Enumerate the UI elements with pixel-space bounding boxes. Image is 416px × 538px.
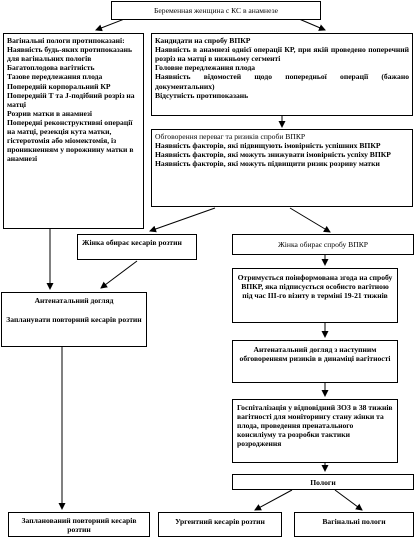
contraindications-title: Вагінальні пологи протипоказані: xyxy=(7,36,125,45)
arrow-labor-to-vaginal xyxy=(335,490,362,510)
urgent-cs-text: Ургентний кесарів розтин xyxy=(175,517,265,526)
arrow-labor-to-urgent xyxy=(255,490,292,510)
arrow-discuss-to-choose-cs xyxy=(150,208,215,231)
top-box xyxy=(111,1,321,20)
candidates-title: Кандидати на спробу ВПКР xyxy=(155,36,251,45)
labor-text: Пологи xyxy=(310,478,336,487)
contraindications-box xyxy=(3,33,144,229)
candidates-item: Головне передлежання плода xyxy=(155,63,256,73)
choose-vbac-text: Жінка обирає спробу ВПКР xyxy=(277,240,368,249)
antenatal-left-text: Запланувати повторний кесарів розтин xyxy=(6,315,142,325)
antenatal-right-text: Антенатальний догляд з наступним обговоренням ризиків в динаміці вагітності xyxy=(239,345,391,364)
discussion-item: Наявність факторів, які можуть підвищити ризик розриву матки xyxy=(155,159,380,169)
consent-text: Отримується поінформована згода на спробу ВПКР, яка підписується особисто вагітною під час ІІІ-го візиту в терміні 19-21 тижнів xyxy=(237,273,393,301)
arrow-choose-cs-to-antenatal xyxy=(101,261,137,288)
choose-cs-box xyxy=(77,234,197,260)
discussion-item: Наявність факторів, які підвищують імовірність успішних ВПКР xyxy=(155,141,381,151)
candidates-item: Наявність в анамнезі однієї операції КР, при якій проведено поперечний розріз на матці в нижньому сегменті xyxy=(155,45,409,64)
choose-vbac-box xyxy=(232,234,414,255)
candidates-item: Відсутність протипоказань xyxy=(155,90,249,100)
contra-item: Попередні реконструктивні операції на матці, резекція кута матки, гістеротомія або міомектомія, із проникненням у порожнину матки в анамнезі xyxy=(7,117,134,164)
arrow-discuss-to-choose-vbac xyxy=(290,208,330,232)
candidates-box xyxy=(151,33,413,116)
consent-box xyxy=(232,268,398,323)
planned-cs-text: Запланований повторний кесарів розтин xyxy=(21,516,137,535)
contra-item: Наявність будь-яких протипоказань для вагінальних пологів xyxy=(7,45,133,64)
antenatal-left-box xyxy=(1,292,147,347)
contra-item: Розрив матки в анамнезі xyxy=(7,108,93,118)
contra-item: Тазове передлежання плода xyxy=(7,72,103,82)
choose-cs-text: Жінка обирає кесарів розтин xyxy=(82,238,182,247)
discussion-title: Обговорення переваг та ризиків спроби ВПКР xyxy=(155,132,306,141)
antenatal-left-title: Антенатальний догляд xyxy=(34,296,114,305)
labor-box xyxy=(232,474,414,490)
contra-item: Попередній корпоральний КР xyxy=(7,81,111,91)
contra-item: Багатоплодова вагітність xyxy=(7,63,95,73)
urgent-cs-box xyxy=(158,512,282,537)
top-box-text: Беременная женщина с КС в анамнезе xyxy=(154,6,278,15)
discussion-box xyxy=(151,129,413,207)
vaginal-birth-text: Вагінальні пологи xyxy=(322,517,386,526)
contra-item: Попередній Т та J-подібний розріз на матці xyxy=(7,90,135,109)
planned-cs-box xyxy=(8,512,150,537)
vaginal-birth-box xyxy=(294,512,414,537)
discussion-item: Наявність факторів, які можуть знижувати імовірність успіху ВПКР xyxy=(155,150,391,160)
hospitalization-box xyxy=(232,399,398,463)
antenatal-right-box xyxy=(232,340,398,383)
hospitalization-text: Госпіталізація у відповідний ЗОЗ в 38 тижнів вагітності для моніторингу стану жінки та плода, проведення пренатального консиліуму та розробки тактики розродження xyxy=(237,403,393,449)
candidates-item: Наявність відомостей щодо попередньої операції (бажано документальних) xyxy=(155,72,409,91)
